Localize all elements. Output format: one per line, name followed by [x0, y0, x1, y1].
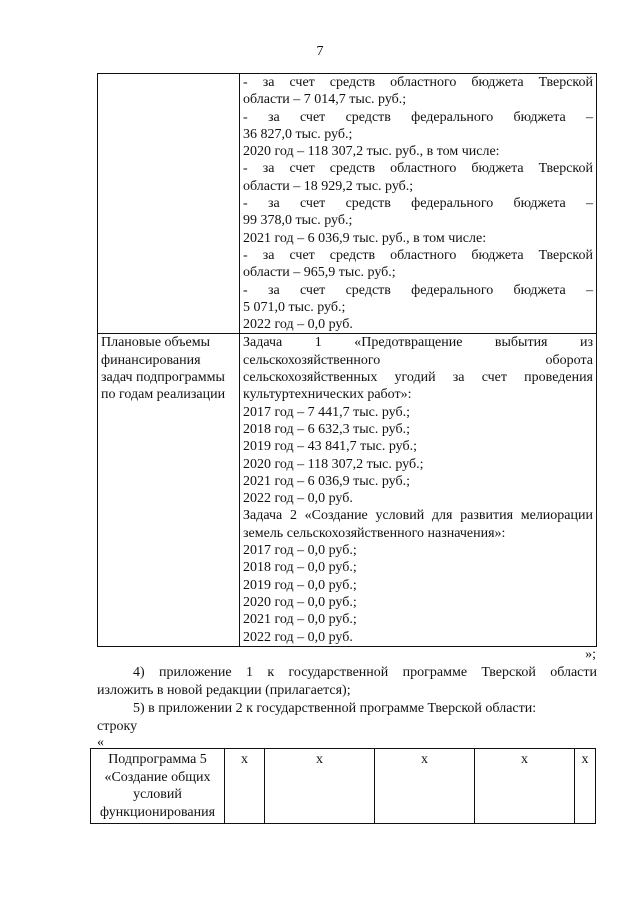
- text-line: сельскохозяйственного оборота: [243, 352, 593, 368]
- text-line: 2020 год – 118 307,2 тыс. руб.;: [243, 456, 424, 472]
- text-line: - за счет средств федерального бюджета –: [243, 196, 593, 212]
- table-cell-label: [98, 334, 240, 646]
- cell-line: условий: [133, 787, 182, 802]
- text-line: сельскохозяйственных угодий за счет проведения: [243, 370, 593, 386]
- closing-quote: »;: [585, 647, 596, 662]
- text-line: области – 18 929,2 тыс. руб.;: [243, 178, 414, 194]
- text-line: 2019 год – 43 841,7 тыс. руб.;: [243, 439, 417, 455]
- paragraph-line: 5) в приложении 2 к государственной программе Тверской области:: [133, 701, 537, 716]
- table-cell-funding-continuation: [240, 74, 597, 334]
- paragraph-4: [97, 664, 597, 682]
- text-line: - за счет средств федерального бюджета –: [243, 109, 593, 125]
- text-line: 36 827,0 тыс. руб.;: [243, 126, 353, 142]
- subprogram-finance-table: [97, 73, 597, 647]
- x-mark-cell: x: [265, 749, 375, 824]
- text-line: 2017 год – 0,0 руб.;: [243, 543, 357, 559]
- subprogram-row-table: [90, 748, 596, 824]
- x-mark-cell: x: [475, 749, 575, 824]
- text-line: области – 7 014,7 тыс. руб.;: [243, 92, 407, 108]
- table-row: [91, 749, 596, 824]
- table-row: [98, 74, 597, 334]
- paragraph-line: строку: [97, 719, 138, 734]
- label-line: по годам реализации: [101, 387, 226, 403]
- text-line: 2022 год – 0,0 руб.: [243, 491, 353, 507]
- cell-line: «Создание общих: [104, 769, 211, 785]
- text-line: 2022 год – 0,0 руб.: [243, 317, 353, 333]
- subprogram-name-cell: [91, 749, 225, 824]
- text-line: 2018 год – 6 632,3 тыс. руб.;: [243, 421, 410, 437]
- table-cell-task-funding: [240, 334, 597, 646]
- x-mark-cell: x: [575, 749, 596, 824]
- text-line: 2022 год – 0,0 руб.: [243, 629, 353, 645]
- text-line: культуртехнических работ»:: [243, 387, 412, 403]
- opening-quote: «: [97, 735, 104, 750]
- text-line: земель сельскохозяйственного назначения»:: [243, 525, 506, 541]
- page-number: 7: [316, 44, 324, 59]
- text-line: 2021 год – 6 036,9 тыс. руб.;: [243, 473, 410, 489]
- text-line: Задача 1 «Предотвращение выбытия из: [243, 335, 593, 351]
- table-row: [98, 334, 597, 646]
- paragraph-line: изложить в новой редакции (прилагается);: [97, 683, 351, 698]
- x-mark-cell: x: [225, 749, 265, 824]
- text-line: - за счет средств областного бюджета Тверской: [243, 161, 593, 177]
- paragraph-4-continued: [97, 682, 597, 700]
- text-line: Задача 2 «Создание условий для развития мелиорации: [243, 508, 593, 524]
- text-line: - за счет средств областного бюджета Тверской: [243, 247, 593, 263]
- paragraph-5: [97, 700, 597, 718]
- text-line: 2017 год – 7 441,7 тыс. руб.;: [243, 404, 410, 420]
- text-line: 99 378,0 тыс. руб.;: [243, 213, 353, 229]
- text-line: 2021 год – 6 036,9 тыс. руб., в том числе:: [243, 230, 487, 246]
- text-line: области – 965,9 тыс. руб.;: [243, 265, 396, 281]
- text-line: 2021 год – 0,0 руб.;: [243, 612, 357, 628]
- text-line: 2020 год – 0,0 руб.;: [243, 594, 357, 610]
- table-cell-empty: [98, 74, 240, 334]
- label-line: финансирования: [101, 352, 201, 368]
- text-line: 2019 год – 0,0 руб.;: [243, 577, 357, 593]
- cell-line: Подпрограмма 5: [108, 752, 207, 767]
- x-mark-cell: x: [375, 749, 475, 824]
- label-line: задач подпрограммы: [101, 370, 225, 386]
- text-line: - за счет средств областного бюджета Тверской: [243, 75, 593, 90]
- cell-line: функционирования: [99, 804, 216, 820]
- text-line: 2020 год – 118 307,2 тыс. руб., в том числе:: [243, 144, 500, 160]
- text-line: 2018 год – 0,0 руб.;: [243, 560, 357, 576]
- paragraph-line: 4) приложение 1 к государственной программе Тверской области: [133, 665, 597, 680]
- text-line: - за счет средств федерального бюджета –: [243, 282, 593, 298]
- text-line: 5 071,0 тыс. руб.;: [243, 299, 346, 315]
- label-line: Плановые объемы: [101, 335, 211, 351]
